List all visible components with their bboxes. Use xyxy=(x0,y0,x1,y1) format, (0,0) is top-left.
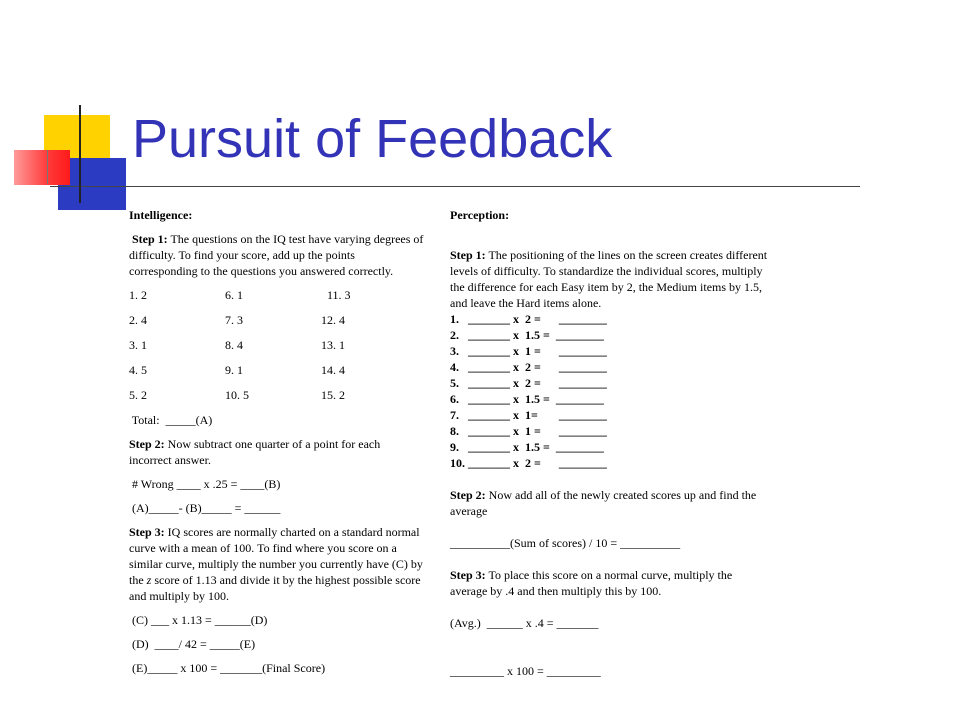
answer-cell: 6. 1 xyxy=(225,288,243,302)
step3-text: To place this score on a normal curve, multiply the average by .4 and then multiply this by 100. xyxy=(450,568,733,598)
answer-cell: 14. 4 xyxy=(321,363,345,377)
worksheet-row: 2. _______ x 1.5 = ________ xyxy=(450,328,604,342)
worksheet-row: 1. _______ x 2 = ________ xyxy=(450,312,607,326)
answer-cell: 8. 4 xyxy=(225,338,243,352)
worksheet-row: 3. _______ x 1 = ________ xyxy=(450,344,607,358)
answer-key xyxy=(129,362,425,378)
answer-cell: 10. 5 xyxy=(225,388,249,402)
intelligence-step2 xyxy=(129,436,425,468)
answer-cell: 11. 3 xyxy=(321,288,351,302)
intelligence-column xyxy=(129,207,425,684)
sum-line: __________(Sum of scores) / 10 = __________ xyxy=(450,536,681,550)
answer-cell: 12. 4 xyxy=(321,313,345,327)
answer-cell: 15. 2 xyxy=(321,388,345,402)
step2-label: Step 2: xyxy=(450,488,486,502)
step1-label: Step 1: xyxy=(132,232,168,246)
answer-cell: 3. 1 xyxy=(129,338,147,352)
step2-label: Step 2: xyxy=(129,437,165,451)
decor-horizontal-rule xyxy=(50,186,860,187)
perception-column xyxy=(450,207,770,679)
calc-e-line: (E)_____ x 100 = _______(Final Score) xyxy=(129,661,326,675)
worksheet-row: 7. _______ x 1= ________ xyxy=(450,408,607,422)
slide-title: Pursuit of Feedback xyxy=(132,109,613,169)
final-line: _________ x 100 = _________ xyxy=(450,664,601,678)
answer-cell: 5. 2 xyxy=(129,388,147,402)
perception-heading: Perception: xyxy=(450,208,510,222)
total-line: Total: _____(A) xyxy=(129,413,213,427)
perception-step2 xyxy=(450,487,770,519)
step1-text: The questions on the IQ test have varying degrees of difficulty. To find your score, add up the points corresponding to the questions you answered correctly. xyxy=(129,232,424,278)
step3-text-b: score of 1.13 and divide it by the highest possible score and multiply by 100. xyxy=(129,573,421,603)
worksheet-row: 8. _______ x 1 = ________ xyxy=(450,424,607,438)
calc-c-line: (C) ___ x 1.13 = ______(D) xyxy=(129,613,268,627)
avg-line: (Avg.) ______ x .4 = _______ xyxy=(450,616,599,630)
worksheet-row: 10. _______ x 2 = ________ xyxy=(450,456,607,470)
intelligence-heading: Intelligence: xyxy=(129,208,193,222)
worksheet-row: 4. _______ x 2 = ________ xyxy=(450,360,607,374)
intelligence-step1 xyxy=(129,231,425,279)
perception-step3 xyxy=(450,567,770,599)
perception-worksheet xyxy=(450,311,770,471)
intelligence-step3 xyxy=(129,524,425,604)
step1-label: Step 1: xyxy=(450,248,486,262)
answer-cell: 2. 4 xyxy=(129,313,147,327)
step3-label: Step 3: xyxy=(450,568,486,582)
answer-cell: 1. 2 xyxy=(129,288,147,302)
decor-red-gradient-bar xyxy=(14,150,70,185)
z-letter: z xyxy=(146,573,152,587)
step2-text: Now subtract one quarter of a point for each incorrect answer. xyxy=(129,437,381,467)
answer-key xyxy=(129,337,425,353)
answer-cell: 4. 5 xyxy=(129,363,147,377)
answer-cell: 9. 1 xyxy=(225,363,243,377)
answer-key xyxy=(129,387,425,403)
step2-text: Now add all of the newly created scores up and find the average xyxy=(450,488,757,518)
difference-line: (A)_____- (B)_____ = ______ xyxy=(129,501,281,515)
perception-step1 xyxy=(450,247,770,311)
step1-text: The positioning of the lines on the screen creates different levels of difficulty. To standardize the individual scores, multiply the difference for each Easy item by 2, the Medium items by 1.5, and leave the Hard items alone. xyxy=(450,248,768,310)
answer-cell: 13. 1 xyxy=(321,338,345,352)
decor-vertical-rule-thin xyxy=(47,150,48,184)
answer-key xyxy=(129,312,425,328)
decor-vertical-rule xyxy=(79,105,81,203)
worksheet-row: 6. _______ x 1.5 = ________ xyxy=(450,392,604,406)
answer-key xyxy=(129,287,425,303)
worksheet-row: 5. _______ x 2 = ________ xyxy=(450,376,607,390)
wrong-line: # Wrong ____ x .25 = ____(B) xyxy=(129,477,281,491)
worksheet-row: 9. _______ x 1.5 = ________ xyxy=(450,440,604,454)
answer-cell: 7. 3 xyxy=(225,313,243,327)
step3-text-a: IQ scores are normally charted on a standard normal curve with a mean of 100. To find where you score on a similar curve, multiply the number you currently have (C) by the xyxy=(129,525,423,587)
step3-label: Step 3: xyxy=(129,525,165,539)
calc-d-line: (D) ____/ 42 = _____(E) xyxy=(129,637,256,651)
